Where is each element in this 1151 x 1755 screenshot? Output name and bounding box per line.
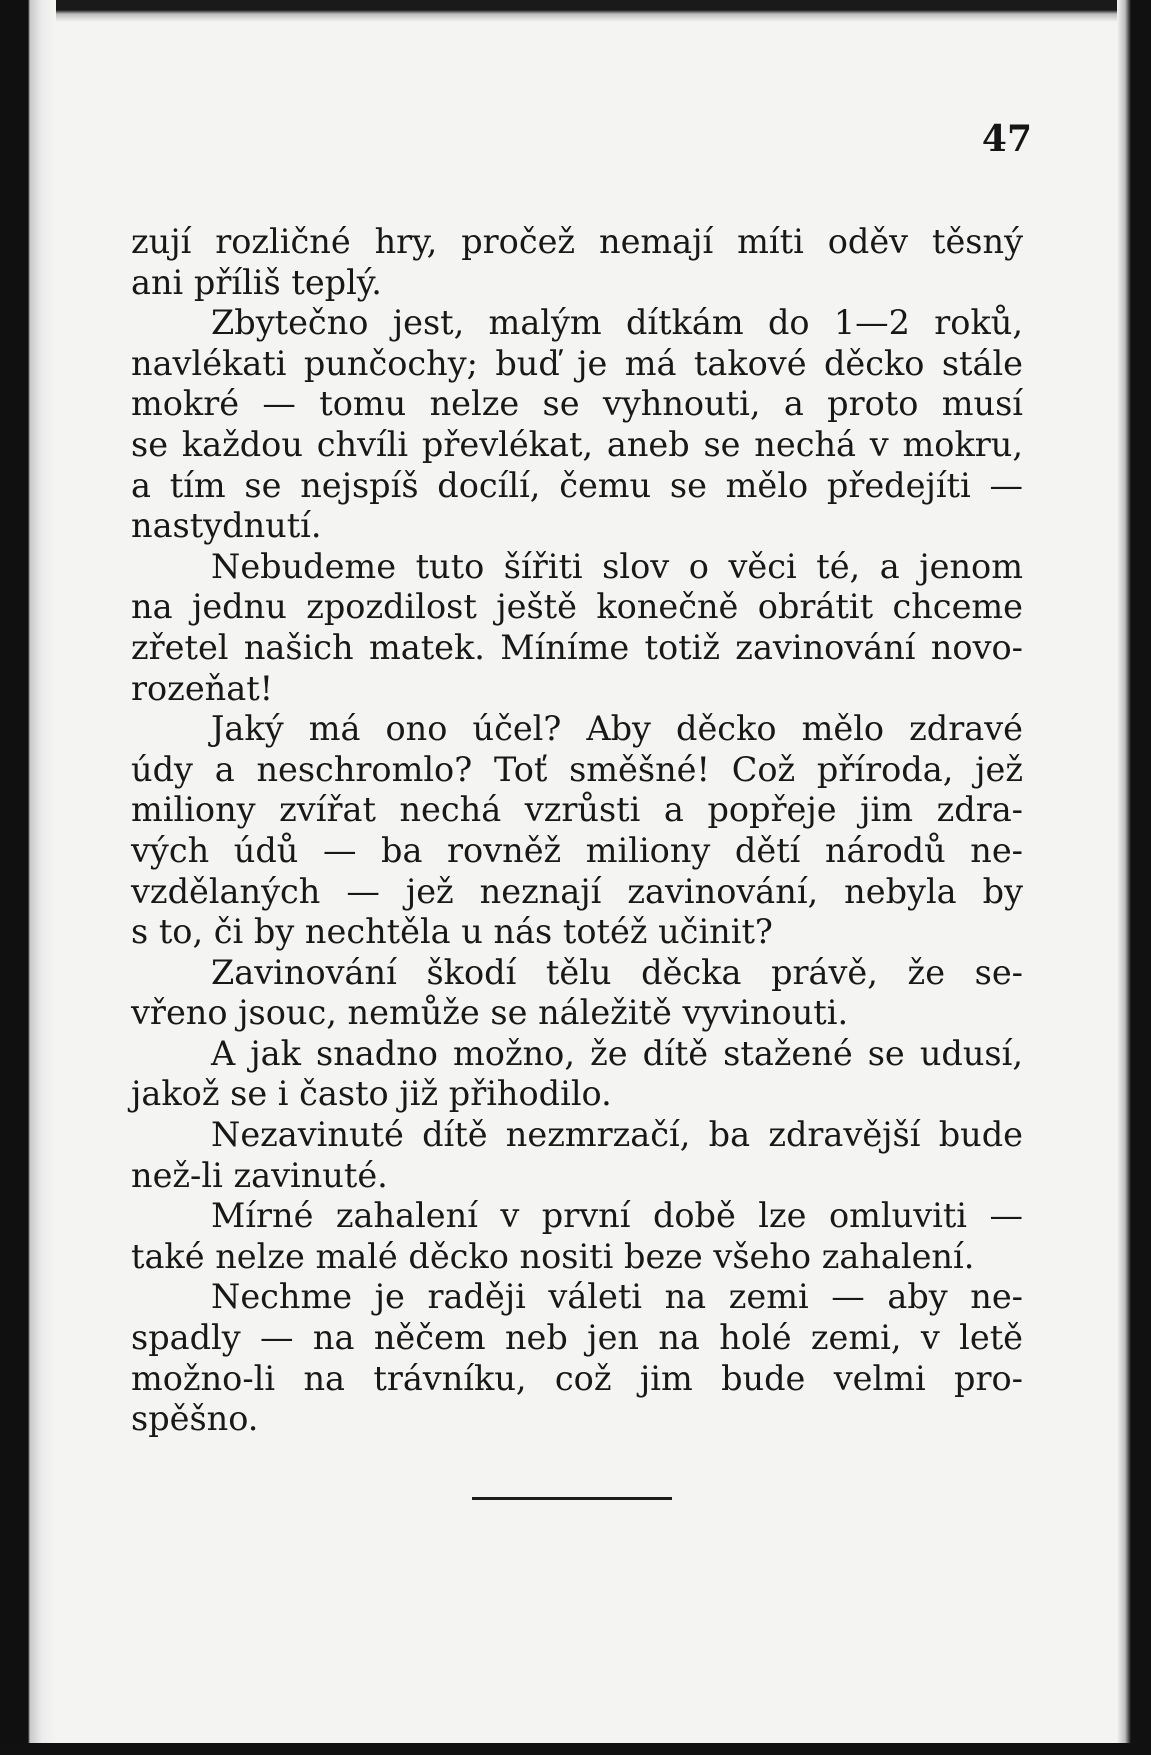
text-line: spadly — na něčem neb jen na holé zemi, v letě — [131, 1318, 1023, 1358]
text-line: navlékati punčochy; buď je má takové děcko stále — [131, 343, 1023, 383]
scan-top-border — [56, 0, 1122, 22]
text-line: A jak snadno možno, že dítě stažené se udusí, — [211, 1033, 1023, 1073]
text-line: vých údů — ba rovněž miliony dětí národů ne- — [131, 830, 1023, 870]
text-line: Nebudeme tuto šířiti slov o věci té, a jenom — [211, 546, 1023, 586]
text-line: nastydnutí. — [131, 506, 322, 546]
text-line: ani příliš teplý. — [131, 262, 382, 302]
text-line: miliony zvířat nechá vzrůsti a popřeje jim zdra- — [131, 790, 1023, 830]
scan-left-border — [0, 0, 56, 1755]
text-line: také nelze malé děcko nositi beze všeho zahalení. — [131, 1236, 975, 1276]
text-line: zřetel našich matek. Míníme totiž zavinování novo- — [131, 627, 1023, 667]
text-line: Zbytečno jest, malým dítkám do 1—2 roků, — [211, 303, 1023, 343]
text-line: Mírné zahalení v první době lze omluviti — — [211, 1196, 1023, 1236]
text-line: a tím se nejspíš docílí, čemu se mělo předejíti — — [131, 465, 1023, 505]
text-line: rozeňat! — [131, 668, 274, 708]
page-number: 47 — [981, 118, 1032, 160]
text-line: vřeno jsouc, nemůže se náležitě vyvinouti. — [131, 993, 849, 1033]
text-line: zují rozličné hry, pročež nemají míti oděv těsný — [131, 222, 1023, 261]
text-line: se každou chvíli převlékat, aneb se nechá v mokru, — [131, 424, 1023, 464]
text-line: Zavinování škodí tělu děcka právě, že se- — [211, 952, 1023, 992]
text-line: vzdělaných — jež neznají zavinování, nebyla by — [131, 871, 1023, 911]
text-line: mokré — tomu nelze se vyhnouti, a proto musí — [131, 384, 1023, 424]
text-line: Nezavinuté dítě nezmrzačí, ba zdravější bude — [211, 1115, 1023, 1155]
text-line: Jaký má ono účel? Aby děcko mělo zdravé — [211, 709, 1023, 749]
scan-bottom-border — [0, 1743, 1151, 1755]
text-line: na jednu zpozdilost ještě konečně obrátit chceme — [131, 587, 1023, 627]
body-text — [131, 222, 1023, 1440]
text-line: než-li zavinuté. — [131, 1155, 388, 1195]
section-end-rule — [472, 1497, 672, 1500]
text-line: možno-li na trávníku, což jim bude velmi pro- — [131, 1358, 1023, 1398]
text-line: spěšno. — [131, 1399, 259, 1439]
scan-right-border — [1117, 0, 1151, 1755]
text-line: údy a neschromlo? Toť směšné! Což příroda, jež — [131, 749, 1023, 789]
text-line: Nechme je raději váleti na zemi — aby ne- — [211, 1277, 1023, 1317]
text-line: s to, či by nechtěla u nás totéž učinit? — [131, 912, 773, 952]
text-line: jakož se i často již přihodilo. — [131, 1074, 612, 1114]
